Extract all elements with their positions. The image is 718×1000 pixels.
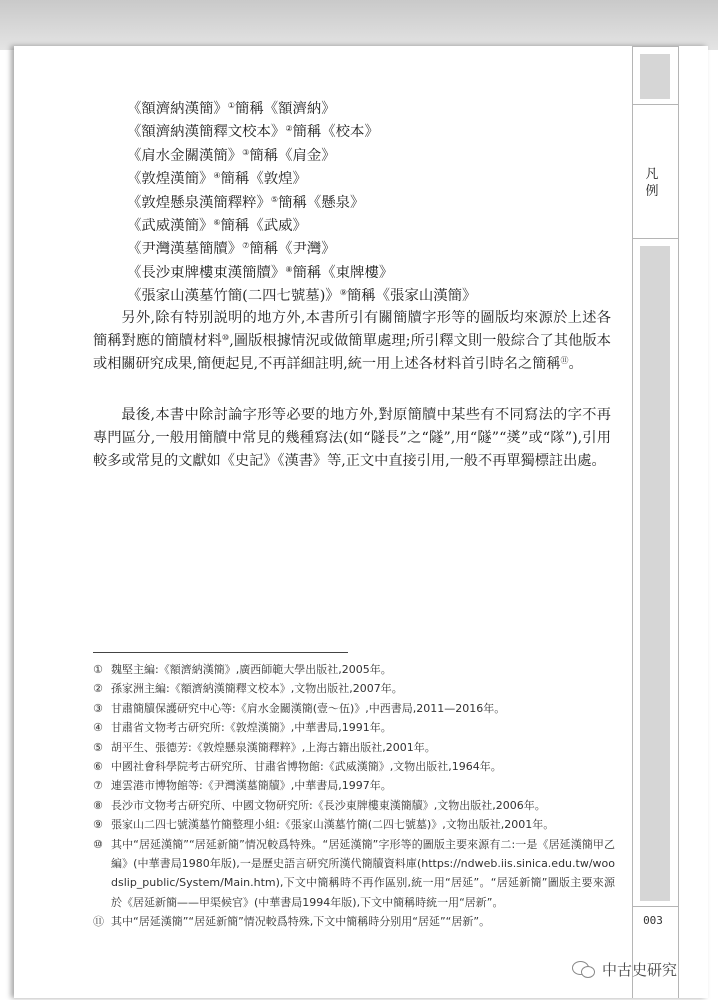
footnote: ⑦ 連雲港市博物館等:《尹灣漢墓簡牘》,中華書局,1997年。 <box>93 779 392 793</box>
body-paragraph-1: 另外,除有特别説明的地方外,本書所引有關簡牘字形等的圖版均來源於上述各簡稱對應的簡牘材料⑩,圖版根據情況或做簡單處理;所引釋文則一般綜合了其他版本或相關研究成果,簡便起見,不再詳細註明,統一用上述各材料首引時名之簡稱⑪。 <box>93 310 611 372</box>
watermark-text: 中古史研究 <box>602 960 678 979</box>
abbreviation-item: 《敦煌懸泉漢簡釋粹》⑤簡稱《懸泉》 <box>127 194 365 211</box>
wechat-icon <box>572 959 596 979</box>
footnote: ⑨ 張家山二四七號漢墓竹簡整理小組:《張家山漢墓竹簡(二四七號墓)》,文物出版社,2001年。 <box>93 818 555 832</box>
margin-line-left <box>632 46 633 998</box>
footnote: ⑤ 胡平生、張德芳:《敦煌懸泉漢簡釋粹》,上海古籍出版社,2001年。 <box>93 740 436 754</box>
body-paragraph-2: 最後,本書中除討論字形等必要的地方外,對原簡牘中某些有不同寫法的字不再專門區分,一般用簡牘中常見的幾種寫法(如“隧長”之“隧”,用“隧”“㸂”或“隊”),引用較多或常見的文獻如《史記》《漢書》等,正文中直接引用,一般不再單獨標註出處。 <box>93 407 611 469</box>
top-shadow <box>0 0 718 50</box>
abbreviation-item: 《武威漢簡》⑥簡稱《武威》 <box>127 218 307 235</box>
margin-tab-top <box>640 54 670 99</box>
footnote-list <box>93 660 615 932</box>
margin-line-top <box>632 46 679 47</box>
footnote: ① 魏堅主編:《額濟納漢簡》,廣西師範大學出版社,2005年。 <box>93 663 392 676</box>
footnote: ⑪ 其中“居延漢簡”“居延新簡”情况較爲特殊,下文中簡稱時分别用“居延”“居新”。 <box>93 915 491 929</box>
margin-divider-2 <box>632 238 679 239</box>
page-number: 003 <box>643 914 663 927</box>
abbreviation-list <box>127 98 627 309</box>
footnote: ⑩ 其中“居延漢簡”“居延新簡”情况較爲特殊。“居延漢簡”字形等的圖版主要來源有二:一是《居延漢簡甲乙編》(中華書局1980年版),一是歷史語言研究所漢代簡牘資料庫(https://ndweb.iis.sinica.edu.tw/woodslip_public/System/Main.htm),下文中簡稱時不再作區别,統一用“居延”。“居延新簡”圖版主要來源於《居延新簡——甲渠候官》(中華書局1994年版),下文中簡稱時統一用“居新”。 <box>93 837 615 909</box>
abbreviation-item: 《尹灣漢墓簡牘》⑦簡稱《尹灣》 <box>127 241 336 258</box>
abbreviation-item: 《敦煌漢簡》④簡稱《敦煌》 <box>127 171 307 188</box>
footnote-rule <box>93 652 348 653</box>
abbreviation-item: 《額濟納漢簡》①簡稱《額濟納》 <box>127 101 336 117</box>
footnote: ② 孫家洲主編:《額濟納漢簡釋文校本》,文物出版社,2007年。 <box>93 682 403 696</box>
footnote: ⑧ 長沙市文物考古研究所、中國文物研究所:《長沙東牌樓東漢簡牘》,文物出版社,2006年。 <box>93 798 546 812</box>
margin-tab-long <box>640 246 670 901</box>
running-header: 凡例 <box>645 167 659 199</box>
footnote: ⑥ 中國社會科學院考古研究所、甘肅省博物館:《武威漢簡》,文物出版社,1964年。 <box>93 760 502 774</box>
abbreviation-item: 《額濟納漢簡釋文校本》②簡稱《校本》 <box>127 124 379 141</box>
margin-divider-3 <box>632 906 679 907</box>
footnote: ③ 甘肅簡牘保護研究中心等:《肩水金關漢簡(壹～伍)》,中西書局,2011—2016年。 <box>93 701 506 715</box>
abbreviation-item: 《長沙東牌樓東漢簡牘》⑧簡稱《東牌樓》 <box>127 264 394 281</box>
margin-divider-1 <box>632 104 679 105</box>
watermark <box>572 956 677 982</box>
abbreviation-item: 《張家山漢墓竹簡(二四七號墓)》⑨簡稱《張家山漢簡》 <box>127 288 477 305</box>
margin-line-right <box>678 46 679 998</box>
footnote: ④ 甘肅省文物考古研究所:《敦煌漢簡》,中華書局,1991年。 <box>93 721 392 735</box>
abbreviation-item: 《肩水金關漢簡》③簡稱《肩金》 <box>127 147 336 164</box>
